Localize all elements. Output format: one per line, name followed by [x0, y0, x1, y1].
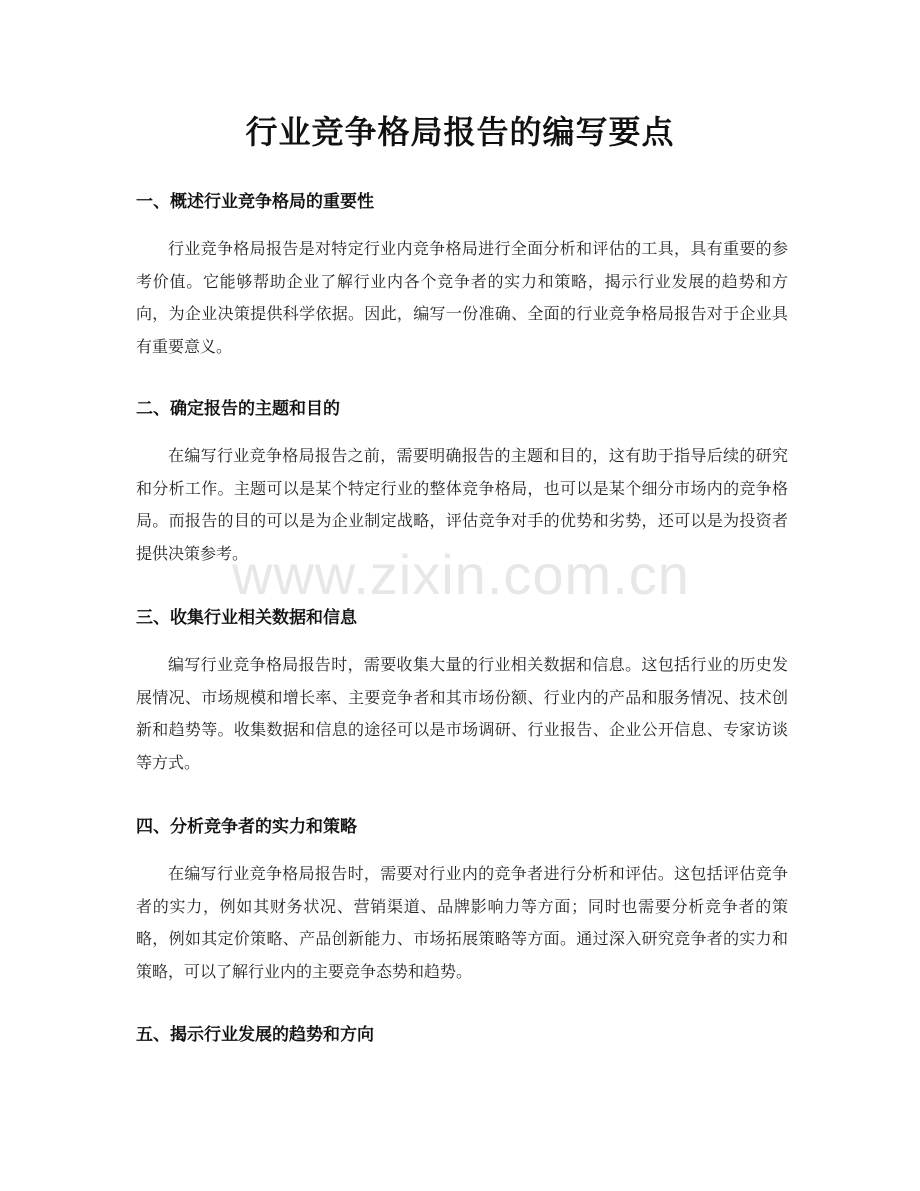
section-paragraph: 在编写行业竞争格局报告之前，需要明确报告的主题和目的，这有助于指导后续的研究和分析工作。主题可以是某个特定行业的整体竞争格局，也可以是某个细分市场内的竞争格局。而报告的目的可以是为企业制定战略，评估竞争对手的优势和劣势，还可以是为投资者提供决策参考。 — [136, 446, 788, 563]
section-1 — [136, 189, 788, 363]
section-5 — [136, 1022, 788, 1048]
section-4 — [136, 814, 788, 988]
section-paragraph: 在编写行业竞争格局报告时，需要对行业内的竞争者进行分析和评估。这包括评估竞争者的实力，例如其财务状况、营销渠道、品牌影响力等方面；同时也需要分析竞争者的策略，例如其定价策略、产品创新能力、市场拓展策略等方面。通过深入研究竞争者的实力和策略，可以了解行业内的主要竞争态势和趋势。 — [136, 864, 788, 981]
section-2 — [136, 396, 788, 570]
section-3 — [136, 605, 788, 779]
document-title: 行业竞争格局报告的编写要点 — [245, 113, 675, 151]
section-heading: 四、分析竞争者的实力和策略 — [136, 817, 357, 837]
section-heading: 一、概述行业竞争格局的重要性 — [136, 192, 374, 212]
section-paragraph: 编写行业竞争格局报告时，需要收集大量的行业相关数据和信息。这包括行业的历史发展情况、市场规模和增长率、主要竞争者和其市场份额、行业内的产品和服务情况、技术创新和趋势等。收集数据和信息的途径可以是市场调研、行业报告、企业公开信息、专家访谈等方式。 — [136, 655, 788, 772]
section-heading: 二、确定报告的主题和目的 — [136, 399, 340, 419]
section-paragraph: 行业竞争格局报告是对特定行业内竞争格局进行全面分析和评估的工具，具有重要的参考价值。它能够帮助企业了解行业内各个竞争者的实力和策略，揭示行业发展的趋势和方向，为企业决策提供科学依据。因此，编写一份准确、全面的行业竞争格局报告对于企业具有重要意义。 — [136, 239, 788, 356]
section-heading: 五、揭示行业发展的趋势和方向 — [136, 1025, 374, 1045]
watermark-text: www.zixin.com.cn — [232, 543, 690, 606]
section-heading: 三、收集行业相关数据和信息 — [136, 608, 357, 628]
